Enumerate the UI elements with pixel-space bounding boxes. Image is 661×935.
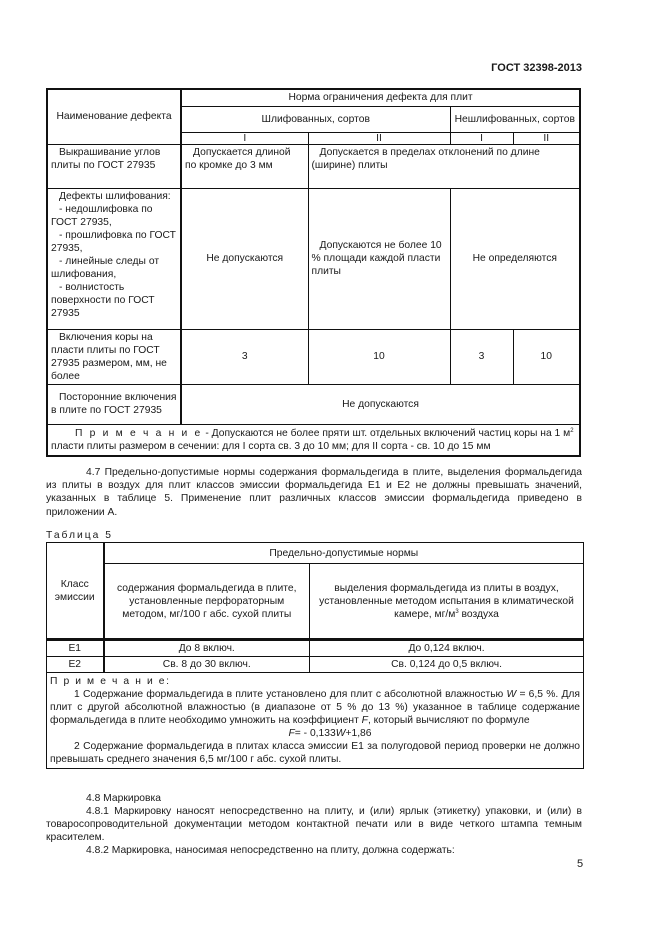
- header-content: содержания формальдегида в плите, установленные перфораторным методом, мг/100 г абс. сухой плиты: [104, 564, 310, 640]
- row-e2-class: Е2: [47, 657, 104, 673]
- page-number: 5: [577, 858, 584, 870]
- row-bark-value-3: 3: [450, 329, 513, 384]
- table4-note: П р и м е ч а н и е - Допускаются не более пряти шт. отдельных включений частиц коры на 1 $м^2$ пласти плиты размером в сечении: для I сорта св. 3 до 10 мм; для II сорта - св. 10 до 15 мм: [47, 424, 580, 456]
- row-sanding-sanded-2: Допускаются не более 10 % площади каждой пласти плиты: [308, 188, 450, 329]
- row-foreign-value: Не допускаются: [181, 384, 580, 424]
- table5-note-2: 2 Содержание формальдегида в плитах класса эмиссии Е1 за полугодовой период проверки не должно превышать среднего значения 6,5 мг/100 г абс. сухой плиты.: [50, 741, 581, 765]
- header-emission: выделения формальдегида из плиты в воздух, установленные методом испытания в климатической камере, $мг/м^3$ воздуха: [310, 564, 584, 640]
- header-norms: Предельно-допустимые нормы: [104, 543, 584, 564]
- grade-unsanded-1: I: [450, 132, 513, 144]
- grade-sanded-1: I: [181, 132, 308, 144]
- row-sanding-unsanded: Не определяются: [450, 188, 580, 329]
- paragraph-4-7: 4.7 Предельно-допустимые нормы содержания формальдегида в плите, выделения формальдегида из плиты в воздух для плит классов эмиссии формальдегида Е1 и Е2 не должны превышать значений, указанных в таблице 5. Применение плит различных классов эмиссии формальдегида приведено в приложении А.: [46, 467, 582, 518]
- row-bark-value-4: 10: [513, 329, 580, 384]
- table5-note: П р и м е ч а н и е: 1 Содержание формальдегида в плите установлено для плит с абсолютной влажностью W = 6,5 %. Для плит с другой абсолютной влажностью (в диапазоне от 5 % до 13 %) указанное в таблице содержание формальдегида в плите необходимо умножить на коэффициент F, который вычисляют по формуле F= - 0,133W+1,86 2 Содержание формальдегида в плитах класса эмиссии Е1 за полугодовой период проверки не должно превышать среднего значения 6,5 мг/100 г абс. сухой плиты.: [47, 673, 584, 769]
- document-id: ГОСТ 32398-2013: [491, 62, 582, 74]
- section-4-8-title: 4.8 Маркировка: [86, 793, 161, 804]
- defect-norms-table: [46, 88, 581, 457]
- row-bark-value-1: 3: [181, 329, 308, 384]
- row-sanding-sanded-1: Не допускаются: [181, 188, 308, 329]
- row-foreign-name: Посторонние включения в плите по ГОСТ 27935: [47, 384, 181, 424]
- row-e2-content: Св. 8 до 30 включ.: [104, 657, 310, 673]
- row-e2-emission: Св. 0,124 до 0,5 включ.: [310, 657, 584, 673]
- table5-caption: Таблица 5: [46, 530, 113, 541]
- row-sanding-defects-name: Дефекты шлифования: - недошлифовка по ГОСТ 27935, - прошлифовка по ГОСТ 27935, - линейные следы от шлифования, - волнистость поверхности по ГОСТ 27935: [47, 188, 181, 329]
- formula: F= - 0,133W+1,86: [288, 728, 372, 739]
- paragraph-4-8-1: 4.8.1 Маркировку наносят непосредственно на плиту, и (или) ярлык (этикетку) упаковки, и (или) в товаросопроводительной документации методом контактной печати или в виде четкого штампа темным красителем.: [46, 806, 582, 844]
- row-chipping-rest: Допускается в пределах отклонений по длине (ширине) плиты: [308, 144, 580, 188]
- row-e1-class: Е1: [47, 640, 104, 657]
- header-norm: Норма ограничения дефекта для плит: [181, 89, 580, 106]
- table5-note-1: 1 Содержание формальдегида в плите установлено для плит с абсолютной влажностью W = 6,5 %. Для плит с другой абсолютной влажностью (в диапазоне от 5 % до 13 %) указанное в таблице содержание формальдегида в плите необходимо умножить на коэффициент F, который вычисляют по формуле: [50, 689, 581, 726]
- header-defect-name: Наименование дефекта: [47, 89, 181, 144]
- row-bark-name: Включения коры на пласти плиты по ГОСТ 27935 размером, мм, не более: [47, 329, 181, 384]
- header-sanded: Шлифованных, сортов: [181, 106, 450, 132]
- row-e1-content: До 8 включ.: [104, 640, 310, 657]
- formaldehyde-table: [46, 542, 584, 769]
- grade-unsanded-2: II: [513, 132, 580, 144]
- row-bark-value-2: 10: [308, 329, 450, 384]
- header-unsanded: Нешлифованных, сортов: [450, 106, 580, 132]
- row-chipping-sanded-1: Допускается длиной по кромке до 3 мм: [181, 144, 308, 188]
- grade-sanded-2: II: [308, 132, 450, 144]
- paragraph-4-8-2: 4.8.2 Маркировка, наносимая непосредственно на плиту, должна содержать:: [86, 845, 455, 856]
- header-emission-class: Класс эмиссии: [47, 543, 104, 640]
- row-chipping-name: Выкрашивание углов плиты по ГОСТ 27935: [47, 144, 181, 188]
- row-e1-emission: До 0,124 включ.: [310, 640, 584, 657]
